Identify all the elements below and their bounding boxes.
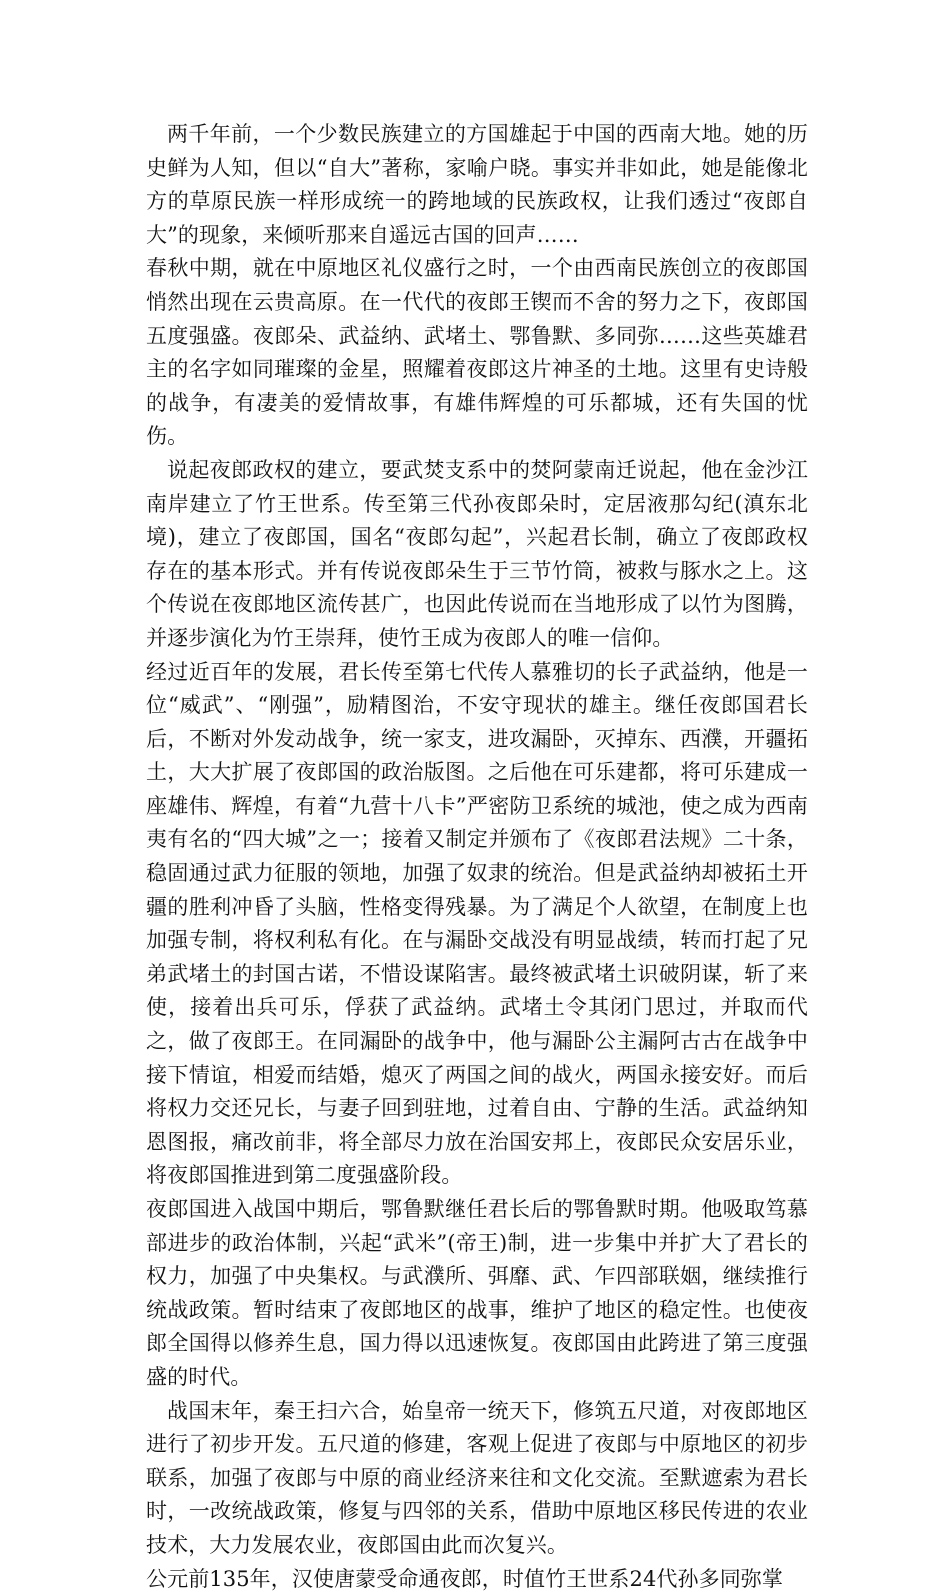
document-body xyxy=(146,118,808,1596)
paragraph-intro: 两千年前，一个少数民族建立的方国雄起于中国的西南大地。她的历史鲜为人知，但以“自大”著称，家喻户晓。事实并非如此，她是能像北方的草原民族一样形成统一的跨地域的民族政权，让我们透过“夜郎自大”的现象，来倾听那来自遥远古国的回声…… xyxy=(146,122,808,247)
paragraph-elumo: 夜郎国进入战国中期后，鄂鲁默继任君长后的鄂鲁默时期。他吸取笃慕部进步的政治体制，兴起“武米”(帝王)制，进一步集中并扩大了君长的权力，加强了中央集权。与武濮所、弭靡、武、乍四部联姻，继续推行统战政策。暂时结束了夜郎地区的战事，维护了地区的稳定性。也使夜郎全国得以修养生息，国力得以迅速恢复。夜郎国由此跨进了第三度强盛的时代。 xyxy=(146,1197,808,1389)
paragraph-han: 公元前135年，汉使唐蒙受命通夜郎，时值竹王世系24代孙多同弥掌 xyxy=(146,1566,784,1591)
paragraph-founding: 说起夜郎政权的建立，要武焚支系中的焚阿蒙南迁说起，他在金沙江南岸建立了竹王世系。传至第三代孙夜郎朵时，定居液那勾纪(滇东北境)，建立了夜郎国，国名“夜郎勾起”，兴起君长制，确立了夜郎政权存在的基本形式。并有传说夜郎朵生于三节竹筒，被救与豚水之上。这个传说在夜郎地区流传甚广，也因此传说而在当地形成了以竹为图腾，并逐步演化为竹王崇拜，使竹王成为夜郎人的唯一信仰。 xyxy=(146,457,808,650)
paragraph-spring-autumn: 春秋中期，就在中原地区礼仪盛行之时，一个由西南民族创立的夜郎国悄然出现在云贵高原。在一代代的夜郎王锲而不舍的努力之下，夜郎国五度强盛。夜郎朵、武益纳、武堵土、鄂鲁默、多同弥……这些英雄君主的名字如同璀璨的金星，照耀着夜郎这片神圣的土地。这里有史诗般的战争，有凄美的爱情故事，有雄伟辉煌的可乐都城，还有失国的忧伤。 xyxy=(146,256,808,449)
paragraph-qin: 战国末年，秦王扫六合，始皇帝一统天下，修筑五尺道，对夜郎地区进行了初步开发。五尺道的修建，客观上促进了夜郎与中原地区的初步联系，加强了夜郎与中原的商业经济来往和文化交流。至默遮索为君长时，一改统战政策，修复与四邻的关系，借助中原地区移民传进的农业技术，大力发展农业，夜郎国由此而次复兴。 xyxy=(146,1398,808,1557)
paragraph-wuyina: 经过近百年的发展，君长传至第七代传人慕雅切的长子武益纳，他是一位“威武”、“刚强”，励精图治，不安守现状的雄主。继任夜郎国君长后，不断对外发动战争，统一家支，进攻漏卧，灭掉东、西濮，开疆拓土，大大扩展了夜郎国的政治版图。之后他在可乐建都，将可乐建成一座雄伟、辉煌，有着“九营十八卡”严密防卫系统的城池，使之成为西南夷有名的“四大城”之一；接着又制定并颁布了《夜郎君法规》二十条，稳固通过武力征服的领地，加强了奴隶的统治。但是武益纳却被拓土开疆的胜利冲昏了头脑，性格变得残暴。为了满足个人欲望，在制度上也加强专制，将权利私有化。在与漏卧交战没有明显战绩，转而打起了兄弟武堵土的封国古诺，不惜设谋陷害。最终被武堵土识破阴谋，斩了来使，接着出兵可乐，俘获了武益纳。武堵土令其闭门思过，并取而代之，做了夜郎王。在同漏卧的战争中，他与漏卧公主漏阿古古在战争中接下情谊，相爱而结婚，熄灭了两国之间的战火，两国永接安好。而后将权力交还兄长，与妻子回到驻地，过着自由、宁静的生活。武益纳知恩图报，痛改前非，将全部尽力放在治国安邦上，夜郎民众安居乐业，将夜郎国推进到第二度强盛阶段。 xyxy=(146,659,808,1188)
